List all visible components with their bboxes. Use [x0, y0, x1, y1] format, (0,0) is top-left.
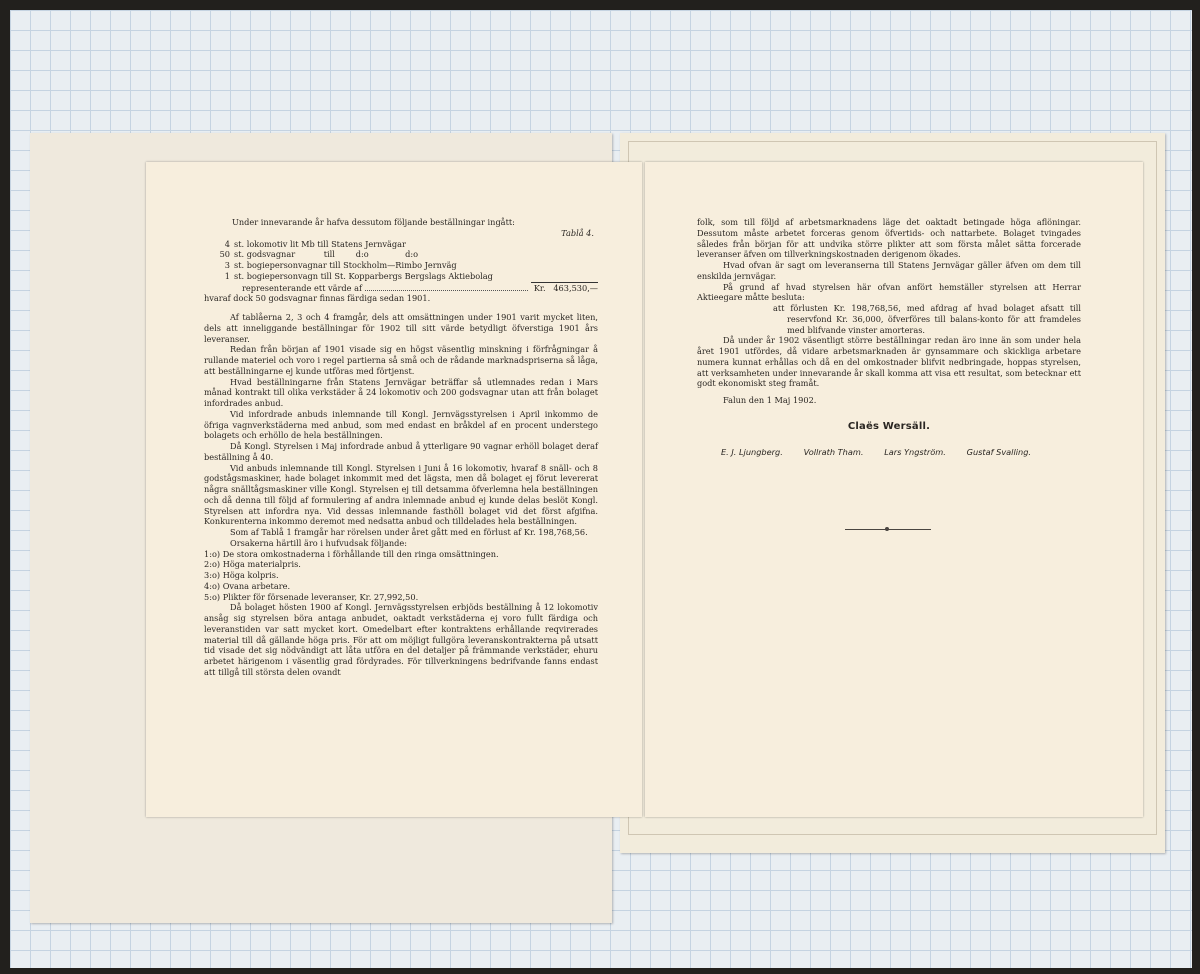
order-text: st. lokomotiv lit Mb till Statens Jernvägar: [234, 238, 406, 249]
paragraph: Hvad beställningarne från Statens Jernvägar beträffar så utlemnades redan i Mars månad kontrakt till olika verkstäder å 24 lokomotiv och 200 godsvagnar utan att från bolaget infordrades anbud.: [204, 376, 598, 408]
total-amount: Kr. 463,530,—: [531, 282, 598, 294]
order-row: [204, 271, 598, 282]
order-qty: 1: [224, 270, 230, 281]
table-label: Tablå 4.: [561, 227, 594, 238]
intro-line: Under innevarande år hafva dessutom följande beställningar ingått:: [232, 217, 515, 227]
order-text: st. bogiepersonvagn till St. Kopparbergs Bergslags Aktiebolag: [234, 270, 493, 281]
cause-item: 2:o) Höga materialpris.: [204, 559, 301, 570]
signature-row: [697, 447, 1081, 458]
order-row: [204, 260, 598, 271]
signature: E. J. Ljungberg.: [721, 446, 783, 457]
paragraph: Då bolaget hösten 1900 af Kongl. Jernvägsstyrelsen erbjöds beställning å 12 lokomotiv ansåg sig styrelsen böra antaga anbudet, oaktadt verkstäderna ej voro fullt färdiga och leveranstiden var satt mycket kort. Omedelbart efter kontraktens erhållande reqvirerades material till då gällande höga pris. För att om möjligt fullgöra leveranskontrakterna på utsatt tid visade det sig nödvändigt att låta utföra en del detaljer på främmande verkstäder, ehuru arbetet härigenom i väsentlig grad fördyrades. För tillverkningens bedrifvande fanns endast att tillgå till största delen ovandt: [204, 602, 598, 677]
page-right-text: [697, 217, 1081, 457]
cause-item: 3:o) Höga kolpris.: [204, 570, 279, 580]
signature: Lars Yngström.: [884, 446, 946, 457]
order-text: st. bogiepersonvagnar till Stockholm—Rimbo Jernväg: [234, 260, 457, 270]
paragraph: Vid infordrade anbuds inlemnande till Kongl. Jernvägsstyrelsen i April inkommo de öfriga vagnverkstäderna med anbud, som med endast en bråkdel af en procent understego bolagets och erhöllo de hela beställningen.: [204, 408, 598, 441]
main-signature: Claës Wersäll.: [847, 420, 931, 432]
page-left-text: [204, 217, 598, 678]
order-qty: 50: [219, 249, 230, 260]
order-row: [204, 239, 598, 250]
order-qty: 3: [224, 260, 230, 270]
signature: Gustaf Svalling.: [966, 446, 1031, 457]
cause-item: 4:o) Ovana arbetare.: [204, 580, 291, 591]
order-row: [204, 249, 598, 260]
document-page-right: [645, 162, 1143, 817]
paragraph: Vid anbuds inlemnande till Kongl. Styrelsen i Juni å 16 lokomotiv, hvaraf 8 snäll- och 8 godstågsmaskiner, hade bolaget inkommit med det lägsta, men då bolaget ej förut levererat några snälltågsmaskiner ville Kongl. Styrelsen ej till detsamma öfverlemna hela beställningen och då denna till följd af formulering af andra inlemnade anbud ej kunde delas beslöt Kongl. Styrelsen att infordra nya. Vid dessas inlemnande fasthöll bolaget vid det först afgifna. Konkurenterna inkommo deremot med nedsatta anbud och tilldelades hela beställningen.: [204, 462, 598, 527]
paragraph: Orsakerna härtill äro i hufvudsak följande:: [230, 537, 408, 548]
signature: Vollrath Tham.: [803, 446, 864, 457]
order-text: st. godsvagnar till d:o d:o: [234, 249, 419, 260]
paragraph: Af tablåerna 2, 3 och 4 framgår, dels att omsättningen under 1901 varit mycket liten, dels att inneliggande beställningar för 1902 till sitt värde betydligt öfverstiga 1901 års leveranser.: [204, 312, 598, 344]
paragraph: Då under år 1902 väsentligt större beställningar redan äro inne än som under hela året 1901 utfördes, då vidare arbetsmarknaden är gynsammare och skickliga arbetare numera kunnat erhållas och då en del omkostnader blifvit nedbringade, hoppas styrelsen, att verksamheten under innevarande år skall komma att visa ett resultat, som betecknar ett godt ekonomiskt steg framåt.: [697, 335, 1081, 389]
order-qty: 4: [224, 238, 230, 249]
paragraph: folk, som till följd af arbetsmarknadens läge det oaktadt betingade höga aflöningar. Dessutom måste arbetet forceras genom öfvertids- och nattarbete. Bolaget tvingades således från början för att undvika större plikter att som första målet sätta forcerade leveranser äfven om tillverkningskostnaden derigenom ökades.: [697, 217, 1081, 260]
total-label: representerande ett värde af: [242, 282, 363, 293]
cause-item: 1:o) De stora omkostnaderna i förhållande till den ringa omsättningen.: [204, 548, 499, 559]
total-row: [204, 282, 598, 294]
document-page-left: [146, 162, 642, 817]
spacer: [697, 406, 1081, 422]
date-line: Falun den 1 Maj 1902.: [723, 395, 817, 405]
spacer: [204, 304, 598, 312]
paragraph: På grund af hvad styrelsen här ofvan anfört hemställer styrelsen att Herrar Aktieegare måtte besluta:: [697, 281, 1081, 303]
spacer: [697, 433, 1081, 447]
paragraph: Redan från början af 1901 visade sig en högst väsentlig minskning i förfrågningar å rullande materiel och voro i regel partierna så små och de rådande marknadspriserna så låga, att beställningarne ej kunde utföras med förtjenst.: [204, 344, 598, 376]
leader-dots: [365, 290, 528, 291]
closing-rule-ornament: [885, 527, 889, 531]
after-total-line: hvaraf dock 50 godsvagnar finnas färdiga sedan 1901.: [204, 293, 431, 304]
paragraph: Hvad ofvan är sagt om leveranserna till Statens Jernvägar gäller äfven om dem till enskilda jernvägar.: [697, 260, 1081, 281]
resolution: att förlusten Kr. 198,768,56, med afdrag af hvad bolaget afsatt till reservfond Kr. 36,000, öfverföres till balans-konto för att framdeles med blifvande vinster amorteras.: [773, 303, 1081, 335]
paragraph: Då Kongl. Styrelsen i Maj infordrade anbud å ytterligare 90 vagnar erhöll bolaget deraf beställning å 40.: [204, 441, 598, 462]
cause-item: 5:o) Plikter för försenade leveranser, Kr. 27,992,50.: [204, 591, 419, 602]
paragraph: Som af Tablå 1 framgår har rörelsen under året gått med en förlust af Kr. 198,768,56.: [230, 527, 588, 537]
